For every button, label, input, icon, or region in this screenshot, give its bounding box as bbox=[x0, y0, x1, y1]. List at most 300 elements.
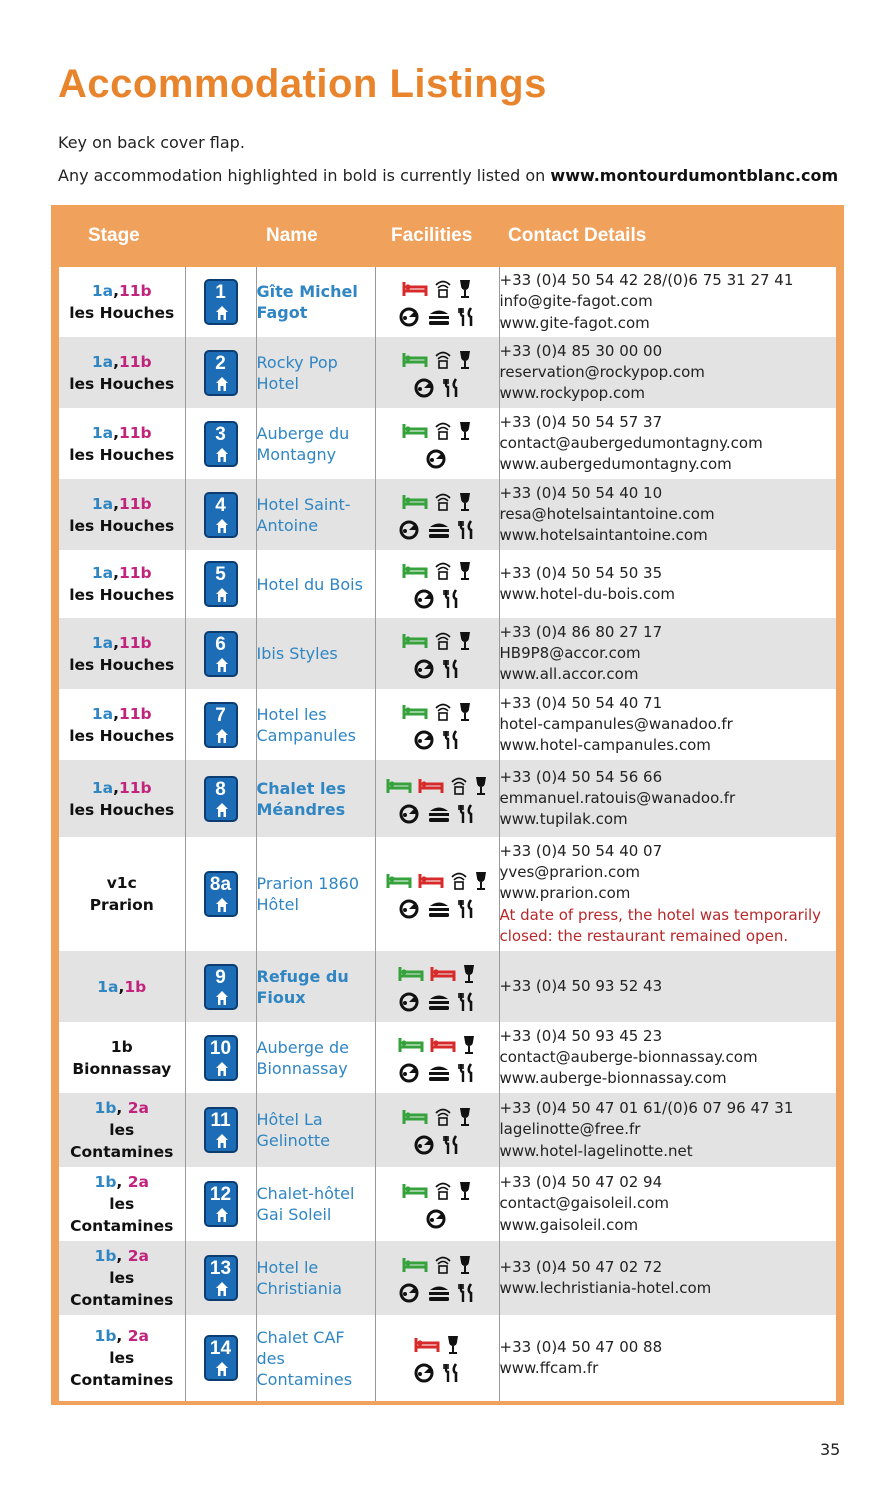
facility-icons-row bbox=[376, 626, 499, 654]
accommodation-name: Hotel le Christiania bbox=[256, 1241, 375, 1315]
phone-number: +33 (0)4 86 80 27 17 bbox=[499, 622, 663, 641]
stage-code: 1a bbox=[91, 282, 114, 300]
meal-icon bbox=[414, 377, 436, 398]
facilities-cell bbox=[375, 267, 499, 337]
website-link[interactable]: www.lechristiania-hotel.com bbox=[499, 1279, 712, 1297]
email-link[interactable]: emmanuel.ratouis@wanadoo.fr bbox=[499, 788, 736, 807]
wifi-icon bbox=[434, 1254, 452, 1275]
stage-separator: , bbox=[116, 1327, 128, 1345]
number-cell bbox=[185, 1315, 256, 1401]
house-icon bbox=[215, 518, 229, 534]
facilities-cell bbox=[375, 689, 499, 760]
stage-cell bbox=[59, 689, 185, 760]
stage-code: 11b bbox=[118, 352, 152, 371]
listing-number-badge bbox=[204, 871, 238, 917]
contact-cell bbox=[499, 1022, 836, 1093]
listing-number-badge bbox=[204, 776, 238, 822]
stage-code: 1b bbox=[94, 1173, 117, 1191]
page-number: 35 bbox=[820, 1440, 841, 1459]
intro-key-note: Key on back cover flap. bbox=[58, 133, 245, 152]
facility-icons-row bbox=[376, 1058, 499, 1086]
listing-number: 2 bbox=[215, 352, 226, 374]
phone-number: +33 (0)4 50 54 40 07 bbox=[499, 841, 663, 860]
intro-website-note bbox=[58, 166, 838, 185]
cutlery-icon bbox=[457, 1062, 475, 1083]
cutlery-icon bbox=[457, 1282, 475, 1303]
bed-icon bbox=[402, 560, 428, 581]
facility-icons-row bbox=[376, 799, 499, 827]
stage-code: 11b bbox=[118, 704, 152, 723]
website-link[interactable]: www.montourdumontblanc.com bbox=[550, 166, 839, 185]
website-link[interactable]: www.tupilak.com bbox=[499, 810, 628, 829]
wifi-icon bbox=[434, 701, 452, 722]
facility-icons-row bbox=[376, 1250, 499, 1278]
stage-separator: , bbox=[113, 564, 119, 582]
contact-cell bbox=[499, 618, 836, 689]
listing-number: 8 bbox=[215, 778, 226, 800]
header-contact: Contact Details bbox=[508, 225, 647, 246]
bed-icon bbox=[386, 775, 412, 796]
header-stage: Stage bbox=[88, 225, 140, 246]
facility-icons-row bbox=[376, 1130, 499, 1158]
header-facilities: Facilities bbox=[391, 225, 473, 246]
wifi-icon bbox=[434, 349, 452, 370]
accommodation-name: Auberge de Bionnassay bbox=[256, 1022, 375, 1093]
cutlery-icon bbox=[442, 588, 460, 609]
house-icon bbox=[215, 376, 229, 392]
stage-location: les Contamines bbox=[70, 1195, 174, 1235]
number-cell bbox=[185, 1241, 256, 1315]
accommodation-name: Hotel du Bois bbox=[256, 550, 375, 618]
number-cell bbox=[185, 337, 256, 408]
phone-number: +33 (0)4 50 54 40 71 bbox=[499, 693, 663, 712]
number-cell bbox=[185, 550, 256, 618]
facility-icons-row bbox=[376, 654, 499, 682]
website-link[interactable]: www.hotelsaintantoine.com bbox=[499, 526, 708, 545]
table-row bbox=[59, 618, 836, 689]
facility-icons-row bbox=[376, 1330, 499, 1358]
stage-separator: , bbox=[116, 1099, 128, 1117]
email-link[interactable]: HB9P8@accor.com bbox=[499, 643, 641, 662]
cutlery-icon bbox=[457, 306, 475, 327]
stage-location: les Houches bbox=[69, 655, 175, 674]
stage-code: 1a bbox=[91, 704, 114, 723]
cutlery-icon bbox=[442, 1134, 460, 1155]
meal-icon bbox=[399, 803, 421, 824]
stage-location: les Houches bbox=[69, 516, 175, 535]
facility-icons-row bbox=[376, 697, 499, 725]
facilities-cell bbox=[375, 408, 499, 479]
cutlery-icon bbox=[457, 803, 475, 824]
number-cell bbox=[185, 1093, 256, 1167]
listing-number: 8a bbox=[209, 874, 232, 895]
wifi-icon bbox=[434, 630, 452, 651]
table-row bbox=[59, 1093, 836, 1167]
table-row bbox=[59, 1241, 836, 1315]
stage-code: 1b bbox=[94, 1327, 117, 1345]
stage-code: 1a bbox=[91, 423, 114, 442]
website-link[interactable]: www.hotel-campanules.com bbox=[499, 736, 711, 755]
stage-code: 1b bbox=[94, 1247, 117, 1265]
listing-number: 13 bbox=[209, 1258, 232, 1279]
stage-separator: , bbox=[113, 778, 119, 797]
bed-icon bbox=[402, 349, 428, 370]
wine-glass-icon bbox=[458, 349, 472, 370]
listing-number-badge bbox=[204, 1255, 238, 1301]
table-row bbox=[59, 479, 836, 550]
contact-cell bbox=[499, 951, 836, 1022]
contact-cell bbox=[499, 337, 836, 408]
website-link[interactable]: www.gaisoleil.com bbox=[499, 1215, 639, 1234]
table-header bbox=[51, 205, 844, 267]
website-link[interactable]: www.prarion.com bbox=[499, 884, 631, 903]
facilities-cell bbox=[375, 1022, 499, 1093]
facility-icons-row bbox=[376, 866, 499, 894]
email-link[interactable]: reservation@rockypop.com bbox=[499, 362, 705, 381]
facility-icons-row bbox=[376, 515, 499, 543]
stage-code: 1b bbox=[124, 977, 147, 996]
packed-lunch-icon bbox=[427, 1282, 451, 1303]
contact-cell bbox=[499, 408, 836, 479]
stage-cell bbox=[59, 951, 185, 1022]
header-name: Name bbox=[266, 225, 318, 246]
bed-icon bbox=[418, 870, 444, 891]
listing-number: 4 bbox=[215, 494, 226, 516]
bed-icon bbox=[402, 630, 428, 651]
facilities-cell bbox=[375, 550, 499, 618]
stage-separator: , bbox=[113, 633, 119, 652]
house-icon bbox=[215, 728, 229, 744]
facility-icons-row bbox=[376, 1176, 499, 1204]
house-icon bbox=[215, 1207, 229, 1223]
cutlery-icon bbox=[442, 377, 460, 398]
contact-cell bbox=[499, 837, 836, 951]
facilities-cell bbox=[375, 618, 499, 689]
website-link[interactable]: www.ffcam.fr bbox=[499, 1359, 599, 1377]
house-icon bbox=[215, 802, 229, 818]
meal-icon bbox=[399, 519, 421, 540]
wifi-icon bbox=[434, 1106, 452, 1127]
listing-number-badge bbox=[204, 631, 238, 677]
wifi-icon bbox=[434, 491, 452, 512]
facility-icons-row bbox=[376, 584, 499, 612]
bed-icon bbox=[402, 278, 428, 299]
listing-number-badge bbox=[204, 350, 238, 396]
wine-glass-icon bbox=[458, 491, 472, 512]
website-link[interactable]: www.all.accor.com bbox=[499, 665, 639, 684]
phone-number: +33 (0)4 50 93 45 23 bbox=[499, 1026, 663, 1045]
wine-glass-icon bbox=[474, 870, 488, 891]
intro-website-text: Any accommodation highlighted in bold is currently listed on bbox=[58, 166, 551, 185]
bed-icon bbox=[402, 1106, 428, 1127]
phone-number: +33 (0)4 50 54 56 66 bbox=[499, 767, 663, 786]
phone-number: +33 (0)4 50 47 02 72 bbox=[499, 1257, 663, 1276]
stage-code: 1b bbox=[110, 1037, 133, 1056]
accommodation-name: Refuge du Fioux bbox=[256, 951, 375, 1022]
number-cell bbox=[185, 837, 256, 951]
accommodation-name: Chalet les Méandres bbox=[256, 760, 375, 837]
phone-number: +33 (0)4 50 93 52 43 bbox=[499, 976, 663, 995]
bed-icon bbox=[430, 963, 456, 984]
facility-icons-row bbox=[376, 302, 499, 330]
facility-icons-row bbox=[376, 416, 499, 444]
wifi-icon bbox=[434, 278, 452, 299]
accommodation-name: Gîte Michel Fagot bbox=[256, 267, 375, 337]
listing-number: 12 bbox=[209, 1184, 232, 1205]
listing-number-badge bbox=[204, 279, 238, 325]
stage-code: 1a bbox=[91, 778, 114, 797]
stage-separator: , bbox=[118, 977, 125, 996]
contact-cell bbox=[499, 479, 836, 550]
stage-code: 1a bbox=[91, 494, 114, 513]
meal-icon bbox=[399, 1282, 421, 1303]
facility-icons-row bbox=[376, 959, 499, 987]
number-cell bbox=[185, 1167, 256, 1241]
listing-number-badge bbox=[204, 1107, 238, 1153]
facility-icons-row bbox=[376, 556, 499, 584]
bed-icon bbox=[398, 1034, 424, 1055]
bed-icon bbox=[402, 701, 428, 722]
cutlery-icon bbox=[457, 991, 475, 1012]
stage-code: 2a bbox=[127, 1247, 149, 1265]
house-icon bbox=[215, 897, 229, 913]
wine-glass-icon bbox=[458, 278, 472, 299]
bed-icon bbox=[398, 963, 424, 984]
stage-location: Bionnassay bbox=[72, 1059, 172, 1078]
facilities-cell bbox=[375, 1241, 499, 1315]
facility-icons-row bbox=[376, 894, 499, 922]
email-link[interactable]: yves@prarion.com bbox=[499, 863, 641, 882]
stage-cell bbox=[59, 1315, 185, 1401]
stage-separator: , bbox=[113, 704, 119, 723]
wifi-icon bbox=[434, 560, 452, 581]
wine-glass-icon bbox=[458, 701, 472, 722]
stage-cell bbox=[59, 1022, 185, 1093]
stage-location: les Contamines bbox=[70, 1349, 174, 1389]
stage-separator: , bbox=[116, 1173, 128, 1191]
accommodation-name: Prarion 1860 Hôtel bbox=[256, 837, 375, 951]
meal-icon bbox=[399, 306, 421, 327]
email-link[interactable]: resa@hotelsaintantoine.com bbox=[499, 504, 715, 523]
facility-icons-row bbox=[376, 1030, 499, 1058]
listing-number: 11 bbox=[210, 1110, 231, 1131]
house-icon bbox=[215, 1061, 229, 1077]
email-link[interactable]: info@gite-fagot.com bbox=[499, 292, 653, 311]
table-row bbox=[59, 951, 836, 1022]
listing-number: 10 bbox=[209, 1037, 232, 1059]
website-link[interactable]: www.hotel-lagelinotte.net bbox=[499, 1141, 693, 1160]
accommodation-name: Chalet-hôtel Gai Soleil bbox=[256, 1167, 375, 1241]
facility-icons-row bbox=[376, 274, 499, 302]
facility-icons-row bbox=[376, 725, 499, 753]
packed-lunch-icon bbox=[427, 1062, 451, 1083]
stage-cell bbox=[59, 618, 185, 689]
facility-icons-row bbox=[376, 1204, 499, 1232]
accommodation-name: Hotel Saint-Antoine bbox=[256, 479, 375, 550]
facility-icons-row bbox=[376, 987, 499, 1015]
house-icon bbox=[215, 587, 229, 603]
meal-icon bbox=[426, 1208, 448, 1229]
table-row bbox=[59, 837, 836, 951]
number-cell bbox=[185, 267, 256, 337]
stage-location: Prarion bbox=[89, 896, 154, 914]
number-cell bbox=[185, 951, 256, 1022]
bed-icon bbox=[402, 1254, 428, 1275]
packed-lunch-icon bbox=[427, 519, 451, 540]
phone-number: +33 (0)4 50 54 50 35 bbox=[499, 563, 663, 582]
house-icon bbox=[215, 1281, 229, 1297]
listings-table-frame bbox=[51, 205, 844, 1405]
stage-code: 1b bbox=[94, 1099, 117, 1117]
facility-icons-row bbox=[376, 771, 499, 799]
stage-code: 1a bbox=[91, 564, 114, 582]
accommodation-name: Hôtel La Gelinotte bbox=[256, 1093, 375, 1167]
stage-cell bbox=[59, 837, 185, 951]
stage-separator: , bbox=[116, 1247, 128, 1265]
listings-table bbox=[59, 267, 836, 1401]
bed-icon bbox=[402, 491, 428, 512]
facility-icons-row bbox=[376, 444, 499, 472]
meal-icon bbox=[399, 898, 421, 919]
number-cell bbox=[185, 408, 256, 479]
wine-glass-icon bbox=[458, 560, 472, 581]
wifi-icon bbox=[450, 775, 468, 796]
stage-location: les Houches bbox=[69, 304, 175, 322]
facility-icons-row bbox=[376, 1102, 499, 1130]
accommodation-name: Chalet CAF des Contamines bbox=[256, 1315, 375, 1401]
stage-cell bbox=[59, 760, 185, 837]
accommodation-name: Hotel les Campanules bbox=[256, 689, 375, 760]
stage-code: 2a bbox=[127, 1173, 149, 1191]
listing-number: 7 bbox=[215, 704, 226, 726]
contact-cell bbox=[499, 760, 836, 837]
cutlery-icon bbox=[457, 519, 475, 540]
listing-number: 6 bbox=[215, 633, 226, 655]
stage-code: 11b bbox=[118, 778, 152, 797]
wifi-icon bbox=[434, 420, 452, 441]
listing-number-badge bbox=[204, 421, 238, 467]
bed-icon bbox=[418, 775, 444, 796]
table-row bbox=[59, 1167, 836, 1241]
contact-cell bbox=[499, 1167, 836, 1241]
meal-icon bbox=[414, 588, 436, 609]
wine-glass-icon bbox=[446, 1334, 460, 1355]
wine-glass-icon bbox=[474, 775, 488, 796]
email-link[interactable]: contact@aubergedumontagny.com bbox=[499, 433, 763, 452]
facilities-cell bbox=[375, 479, 499, 550]
house-icon bbox=[215, 657, 229, 673]
listings-table-body bbox=[59, 267, 836, 1401]
website-link[interactable]: www.rockypop.com bbox=[499, 384, 646, 403]
listing-number-badge bbox=[204, 1335, 238, 1381]
table-row bbox=[59, 267, 836, 337]
website-link[interactable]: www.auberge-bionnassay.com bbox=[499, 1069, 727, 1088]
facility-icons-row bbox=[376, 345, 499, 373]
website-link[interactable]: www.gite-fagot.com bbox=[499, 313, 650, 332]
table-row bbox=[59, 689, 836, 760]
website-link[interactable]: www.hotel-du-bois.com bbox=[499, 585, 675, 603]
number-cell bbox=[185, 1022, 256, 1093]
stage-cell bbox=[59, 1241, 185, 1315]
contact-cell bbox=[499, 689, 836, 760]
house-icon bbox=[215, 305, 229, 321]
wine-glass-icon bbox=[458, 1106, 472, 1127]
table-row bbox=[59, 1315, 836, 1401]
meal-icon bbox=[414, 729, 436, 750]
meal-icon bbox=[414, 1134, 436, 1155]
table-row bbox=[59, 1022, 836, 1093]
table-row bbox=[59, 760, 836, 837]
contact-cell bbox=[499, 1093, 836, 1167]
stage-code: 2a bbox=[127, 1099, 149, 1117]
stage-code: 11b bbox=[118, 423, 152, 442]
email-link[interactable]: hotel-campanules@wanadoo.fr bbox=[499, 714, 733, 733]
contact-cell bbox=[499, 550, 836, 618]
phone-number: +33 (0)4 50 54 57 37 bbox=[499, 412, 663, 431]
number-cell bbox=[185, 760, 256, 837]
stage-code: 1a bbox=[91, 633, 114, 652]
house-icon bbox=[215, 990, 229, 1006]
facility-icons-row bbox=[376, 1278, 499, 1306]
bed-icon bbox=[430, 1034, 456, 1055]
email-link[interactable]: lagelinotte@free.fr bbox=[499, 1120, 641, 1139]
listing-number-badge bbox=[204, 561, 238, 607]
email-link[interactable]: contact@gaisoleil.com bbox=[499, 1194, 670, 1213]
listing-number: 1 bbox=[215, 282, 226, 303]
facilities-cell bbox=[375, 951, 499, 1022]
listing-number: 3 bbox=[215, 423, 226, 445]
cutlery-icon bbox=[442, 729, 460, 750]
phone-number: +33 (0)4 85 30 00 00 bbox=[499, 341, 663, 360]
stage-code: 1a bbox=[97, 977, 119, 996]
accommodation-name: Ibis Styles bbox=[256, 618, 375, 689]
email-link[interactable]: contact@auberge-bionnassay.com bbox=[499, 1047, 758, 1066]
website-link[interactable]: www.aubergedumontagny.com bbox=[499, 455, 732, 474]
facilities-cell bbox=[375, 760, 499, 837]
contact-cell bbox=[499, 1315, 836, 1401]
stage-code: v1c bbox=[106, 874, 137, 892]
closure-note: closed: the restaurant remained open. bbox=[499, 926, 789, 945]
listing-number: 5 bbox=[215, 564, 226, 585]
stage-cell bbox=[59, 1093, 185, 1167]
stage-location: les Houches bbox=[69, 586, 175, 604]
phone-number: +33 (0)4 50 47 00 88 bbox=[499, 1337, 663, 1356]
phone-number: +33 (0)4 50 47 01 61/(0)6 07 96 47 31 bbox=[499, 1099, 794, 1118]
page-title: Accommodation Listings bbox=[58, 62, 547, 106]
packed-lunch-icon bbox=[427, 803, 451, 824]
table-row bbox=[59, 550, 836, 618]
listing-number: 14 bbox=[209, 1338, 232, 1359]
wine-glass-icon bbox=[458, 1254, 472, 1275]
contact-cell bbox=[499, 1241, 836, 1315]
listing-number-badge bbox=[204, 1035, 238, 1081]
bed-icon bbox=[402, 1180, 428, 1201]
meal-icon bbox=[414, 1362, 436, 1383]
cutlery-icon bbox=[442, 658, 460, 679]
packed-lunch-icon bbox=[427, 991, 451, 1012]
stage-code: 11b bbox=[118, 494, 152, 513]
stage-cell bbox=[59, 550, 185, 618]
facility-icons-row bbox=[376, 1358, 499, 1386]
stage-location: les Houches bbox=[69, 726, 175, 745]
listing-number: 9 bbox=[215, 966, 226, 988]
stage-code: 11b bbox=[118, 564, 152, 582]
contact-cell bbox=[499, 267, 836, 337]
facility-icons-row bbox=[376, 373, 499, 401]
stage-separator: , bbox=[113, 352, 119, 371]
stage-location: les Houches bbox=[69, 374, 175, 393]
wifi-icon bbox=[450, 870, 468, 891]
